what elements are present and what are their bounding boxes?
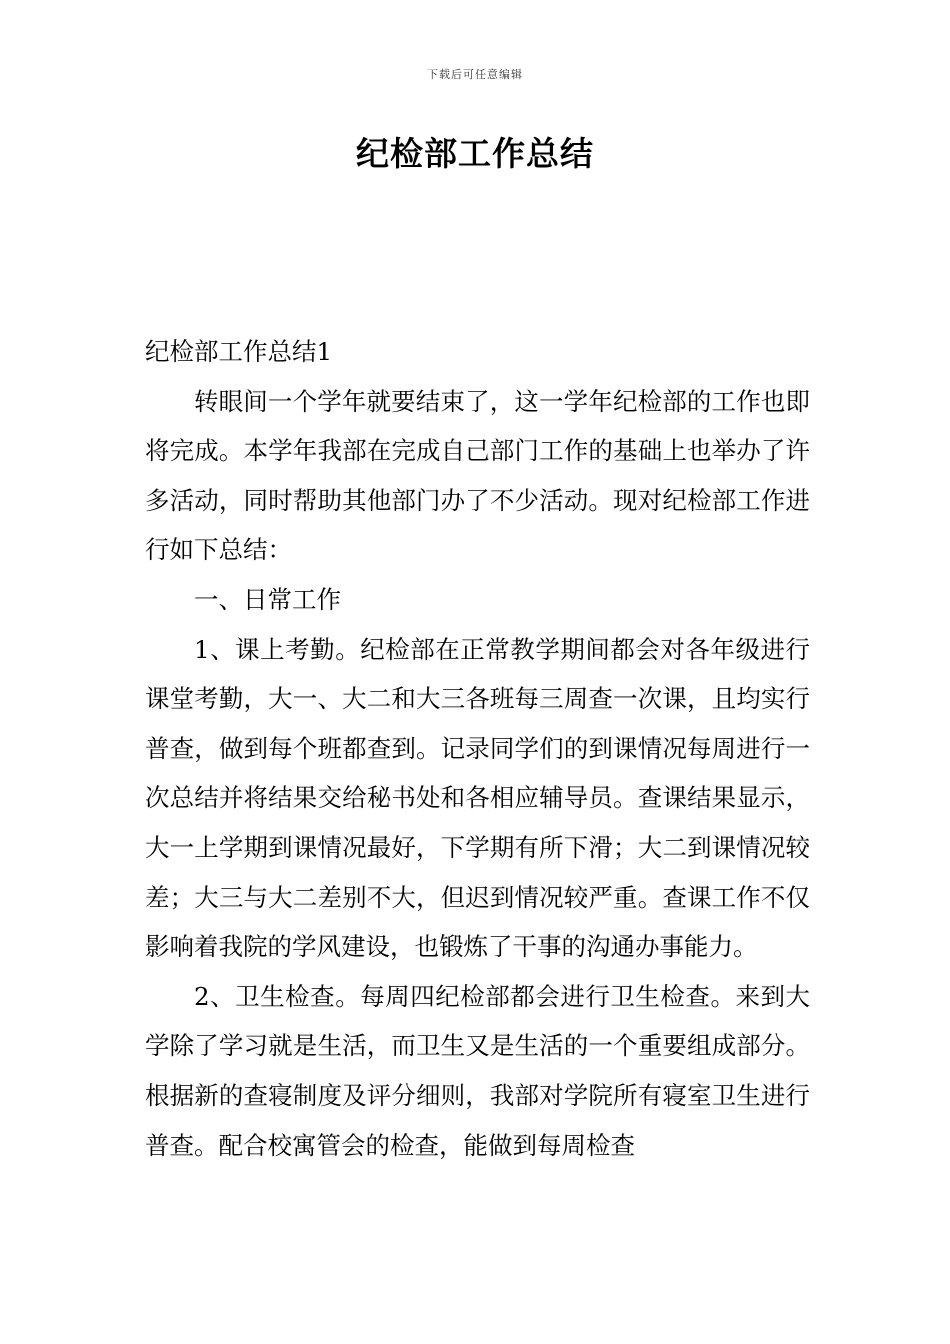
document-body xyxy=(145,327,810,1170)
header-note: 下载后可任意编辑 xyxy=(427,68,523,81)
paragraph-attendance: 1、课上考勤。纪检部在正常教学期间都会对各年级进行课堂考勤，大一、大二和大三各班每三周查一次课，且均实行普查，做到每个班都查到。记录同学们的到课情况每周进行一次总结并将结果交给秘书处和各相应辅导员。查课结果显示，大一上学期到课情况最好，下学期有所下滑；大二到课情况较差；大三与大二差别不大，但迟到情况较严重。查课工作不仅影响着我院的学风建设，也锻炼了干事的沟通办事能力。 xyxy=(145,634,810,962)
subheading-daily-work: 一、日常工作 xyxy=(194,584,341,614)
paragraph-hygiene: 2、卫生检查。每周四纪检部都会进行卫生检查。来到大学除了学习就是生活，而卫生又是生活的一个重要组成部分。根据新的查寝制度及评分细则，我部对学院所有寝室卫生进行普查。配合校寓管会的检查，能做到每周检查 xyxy=(145,981,810,1160)
section-heading: 纪检部工作总结1 xyxy=(145,337,333,366)
paragraph-intro: 转眼间一个学年就要结束了，这一学年纪检部的工作也即将完成。本学年我部在完成自己部门工作的基础上也举办了许多活动，同时帮助其他部门办了不少活动。现对纪检部工作进行如下总结： xyxy=(145,386,810,565)
document-title: 纪检部工作总结 xyxy=(356,134,594,173)
